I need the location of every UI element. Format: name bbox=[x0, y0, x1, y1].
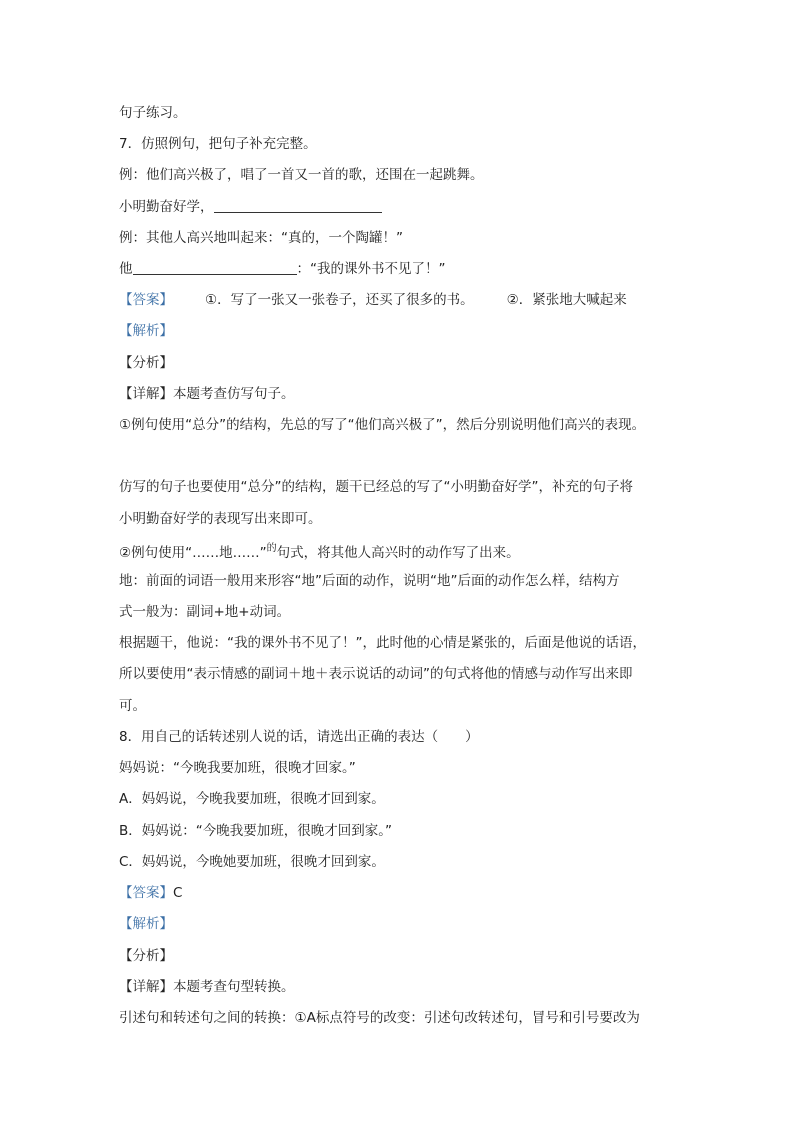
fill-line-2 bbox=[119, 260, 446, 278]
q8-quote: 妈妈说：“今晚我要加班，很晚才回家。” bbox=[119, 760, 356, 776]
fenxi-tag: 【分析】 bbox=[119, 355, 173, 371]
line-intro: 句子练习。 bbox=[119, 105, 187, 121]
paragraph-6: 式一般为：副词+地+动词。 bbox=[119, 604, 291, 620]
fill-line-1 bbox=[119, 198, 382, 216]
last-line: 引述句和转述句之间的转换：①A标点符号的改变：引述句改转述句，冒号和引号要改为 bbox=[119, 1010, 640, 1026]
example-2: 例：其他人高兴地叫起来：“真的，一个陶罐！” bbox=[119, 230, 403, 246]
example-1: 例：他们高兴极了，唱了一首又一首的歌，还围在一起跳舞。 bbox=[119, 167, 484, 183]
p4-end: 句式，将其他人高兴时的动作写了出来。 bbox=[276, 545, 520, 561]
detail-tag-2: 【详解】 bbox=[119, 979, 173, 995]
fill-prefix: 小明勤奋好学， bbox=[119, 199, 214, 215]
option-a[interactable]: A．妈妈说，今晚我要加班，很晚才回到家。 bbox=[119, 791, 385, 807]
answer-blank-1[interactable] bbox=[214, 211, 382, 213]
analysis-tag-2: 【解析】 bbox=[119, 916, 173, 932]
p4-superscript: 的 bbox=[266, 543, 277, 554]
paragraph-1: ①例句使用“总分”的结构，先总的写了“他们高兴极了”，然后分别说明他们高兴的表现。 bbox=[119, 417, 646, 433]
detail-text-2: 本题考查句型转换。 bbox=[173, 979, 295, 995]
answer-tag-2: 【答案】 bbox=[119, 885, 173, 901]
option-c[interactable]: C．妈妈说，今晚她要加班，很晚才回到家。 bbox=[119, 854, 385, 870]
answer-value: C bbox=[173, 885, 183, 901]
fill-suffix-2: ：“我的课外书不见了！” bbox=[296, 261, 446, 277]
paragraph-7: 根据题干，他说：“我的课外书不见了！”，此时他的心情是紧张的，后面是他说的话语， bbox=[119, 635, 646, 651]
fenxi-tag-2: 【分析】 bbox=[119, 948, 173, 964]
paragraph-9: 可。 bbox=[119, 698, 146, 714]
fill-prefix-2: 他 bbox=[119, 261, 133, 277]
analysis-tag: 【解析】 bbox=[119, 323, 173, 339]
q7-answer-line bbox=[119, 291, 627, 309]
detail-line-2 bbox=[119, 978, 295, 996]
q8-answer-line bbox=[119, 884, 182, 902]
paragraph-3: 小明勤奋好学的表现写出来即可。 bbox=[119, 511, 322, 527]
paragraph-2: 仿写的句子也要使用“总分”的结构，题干已经总的写了“小明勤奋好学”，补充的句子将 bbox=[119, 479, 633, 495]
answer-2: ②．紧张地大喊起来 bbox=[506, 292, 627, 308]
answer-blank-2[interactable] bbox=[133, 273, 297, 275]
detail-text: 本题考查仿写句子。 bbox=[173, 386, 295, 402]
paragraph-8: 所以要使用“表示情感的副词＋地＋表示说话的动词”的句式将他的情感与动作写出来即 bbox=[119, 666, 633, 682]
detail-line bbox=[119, 385, 295, 403]
answer-tag: 【答案】 bbox=[119, 292, 173, 308]
answer-1: ①．写了一张又一张卷子，还买了很多的书。 bbox=[205, 292, 474, 308]
paragraph-5: 地：前面的词语一般用来形容“地”后面的动作，说明“地”后面的动作怎么样，结构方 bbox=[119, 573, 620, 589]
question-7: 7．仿照例句，把句子补充完整。 bbox=[119, 136, 317, 152]
paragraph-4 bbox=[119, 544, 520, 564]
question-8: 8．用自己的话转述别人说的话，请选出正确的表达（ ） bbox=[119, 729, 479, 745]
p4-start: ②例句使用“……地……” bbox=[119, 545, 267, 561]
detail-tag: 【详解】 bbox=[119, 386, 173, 402]
option-b[interactable]: B．妈妈说：“今晚我要加班，很晚才回到家。” bbox=[119, 823, 392, 839]
